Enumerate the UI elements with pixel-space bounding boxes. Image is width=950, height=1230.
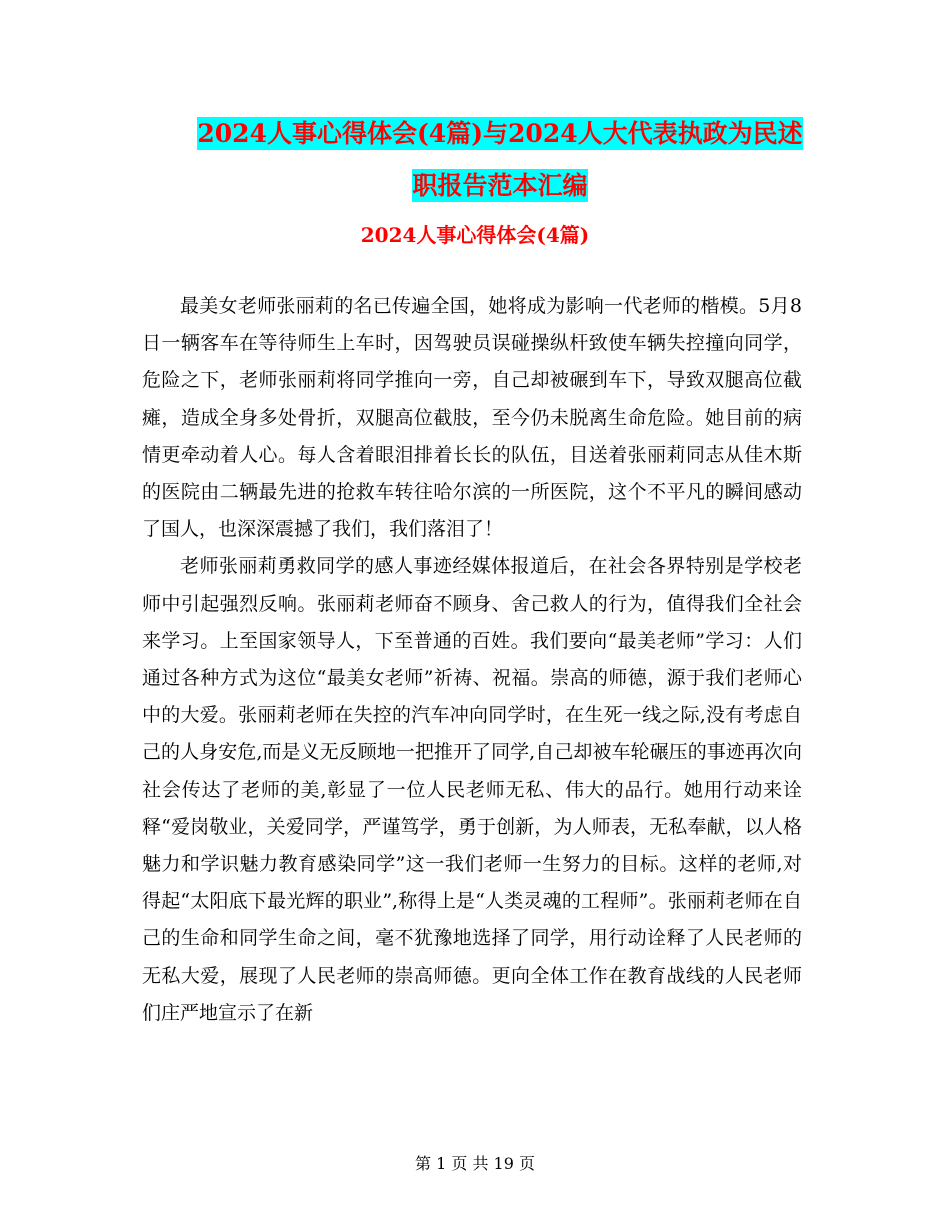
page-footer: 第 1 页 共 19 页 [415, 1154, 535, 1173]
document-title-line-2: 职报告范本汇编 [412, 171, 588, 200]
paragraph-1: 最美女老师张丽莉的名已传遍全国，她将成为影响一代老师的楷模。5月8日一辆客车在等待师生上车时，因驾驶员误碰操纵杆致使车辆失控撞向同学，危险之下，老师张丽莉将同学推向一旁，自己却被碾到车下，导致双腿高位截瘫，造成全身多处骨折，双腿高位截肢，至今仍未脱离生命危险。她目前的病情更牵动着人心。每人含着眼泪排着长长的队伍，目送着张丽莉同志从佳木斯的医院由二辆最先进的抢救车转往哈尔滨的一所医院，这个不平凡的瞬间感动了国人，也深深震撼了我们，我们落泪了！ [142, 295, 802, 541]
section-title: 2024人事心得体会(4篇) [360, 223, 590, 247]
paragraph-2: 老师张丽莉勇救同学的感人事迹经媒体报道后，在社会各界特别是学校老师中引起强烈反响。张丽莉老师奋不顾身、舍己救人的行为，值得我们全社会来学习。上至国家领导人，下至普通的百姓。我们要向“最美老师”学习：人们通过各种方式为这位“最美女老师”祈祷、祝福。崇高的师德，源于我们老师心中的大爱。张丽莉老师在失控的汽车冲向同学时，在生死一线之际,没有考虑自己的人身安危,而是义无反顾地一把推开了同学,自己却被车轮碾压的事迹再次向社会传达了老师的美,彰显了一位人民老师无私、伟大的品行。她用行动来诠释“爱岗敬业，关爱同学，严谨笃学，勇于创新，为人师表，无私奉献，以人格魅力和学识魅力教育感染同学”这一我们老师一生努力的目标。这样的老师,对得起“太阳底下最光辉的职业”,称得上是“人类灵魂的工程师”。张丽莉老师在自己的生命和同学生命之间，毫不犹豫地选择了同学，用行动诠释了人民老师的无私大爱，展现了人民老师的崇高师德。更向全体工作在教育战线的人民老师们庄严地宣示了在新 [142, 555, 802, 1024]
document-title [140, 108, 860, 212]
document-body [142, 288, 802, 1032]
document-title-line-1: 2024人事心得体会(4篇)与2024人大代表执政为民述 [197, 119, 803, 148]
